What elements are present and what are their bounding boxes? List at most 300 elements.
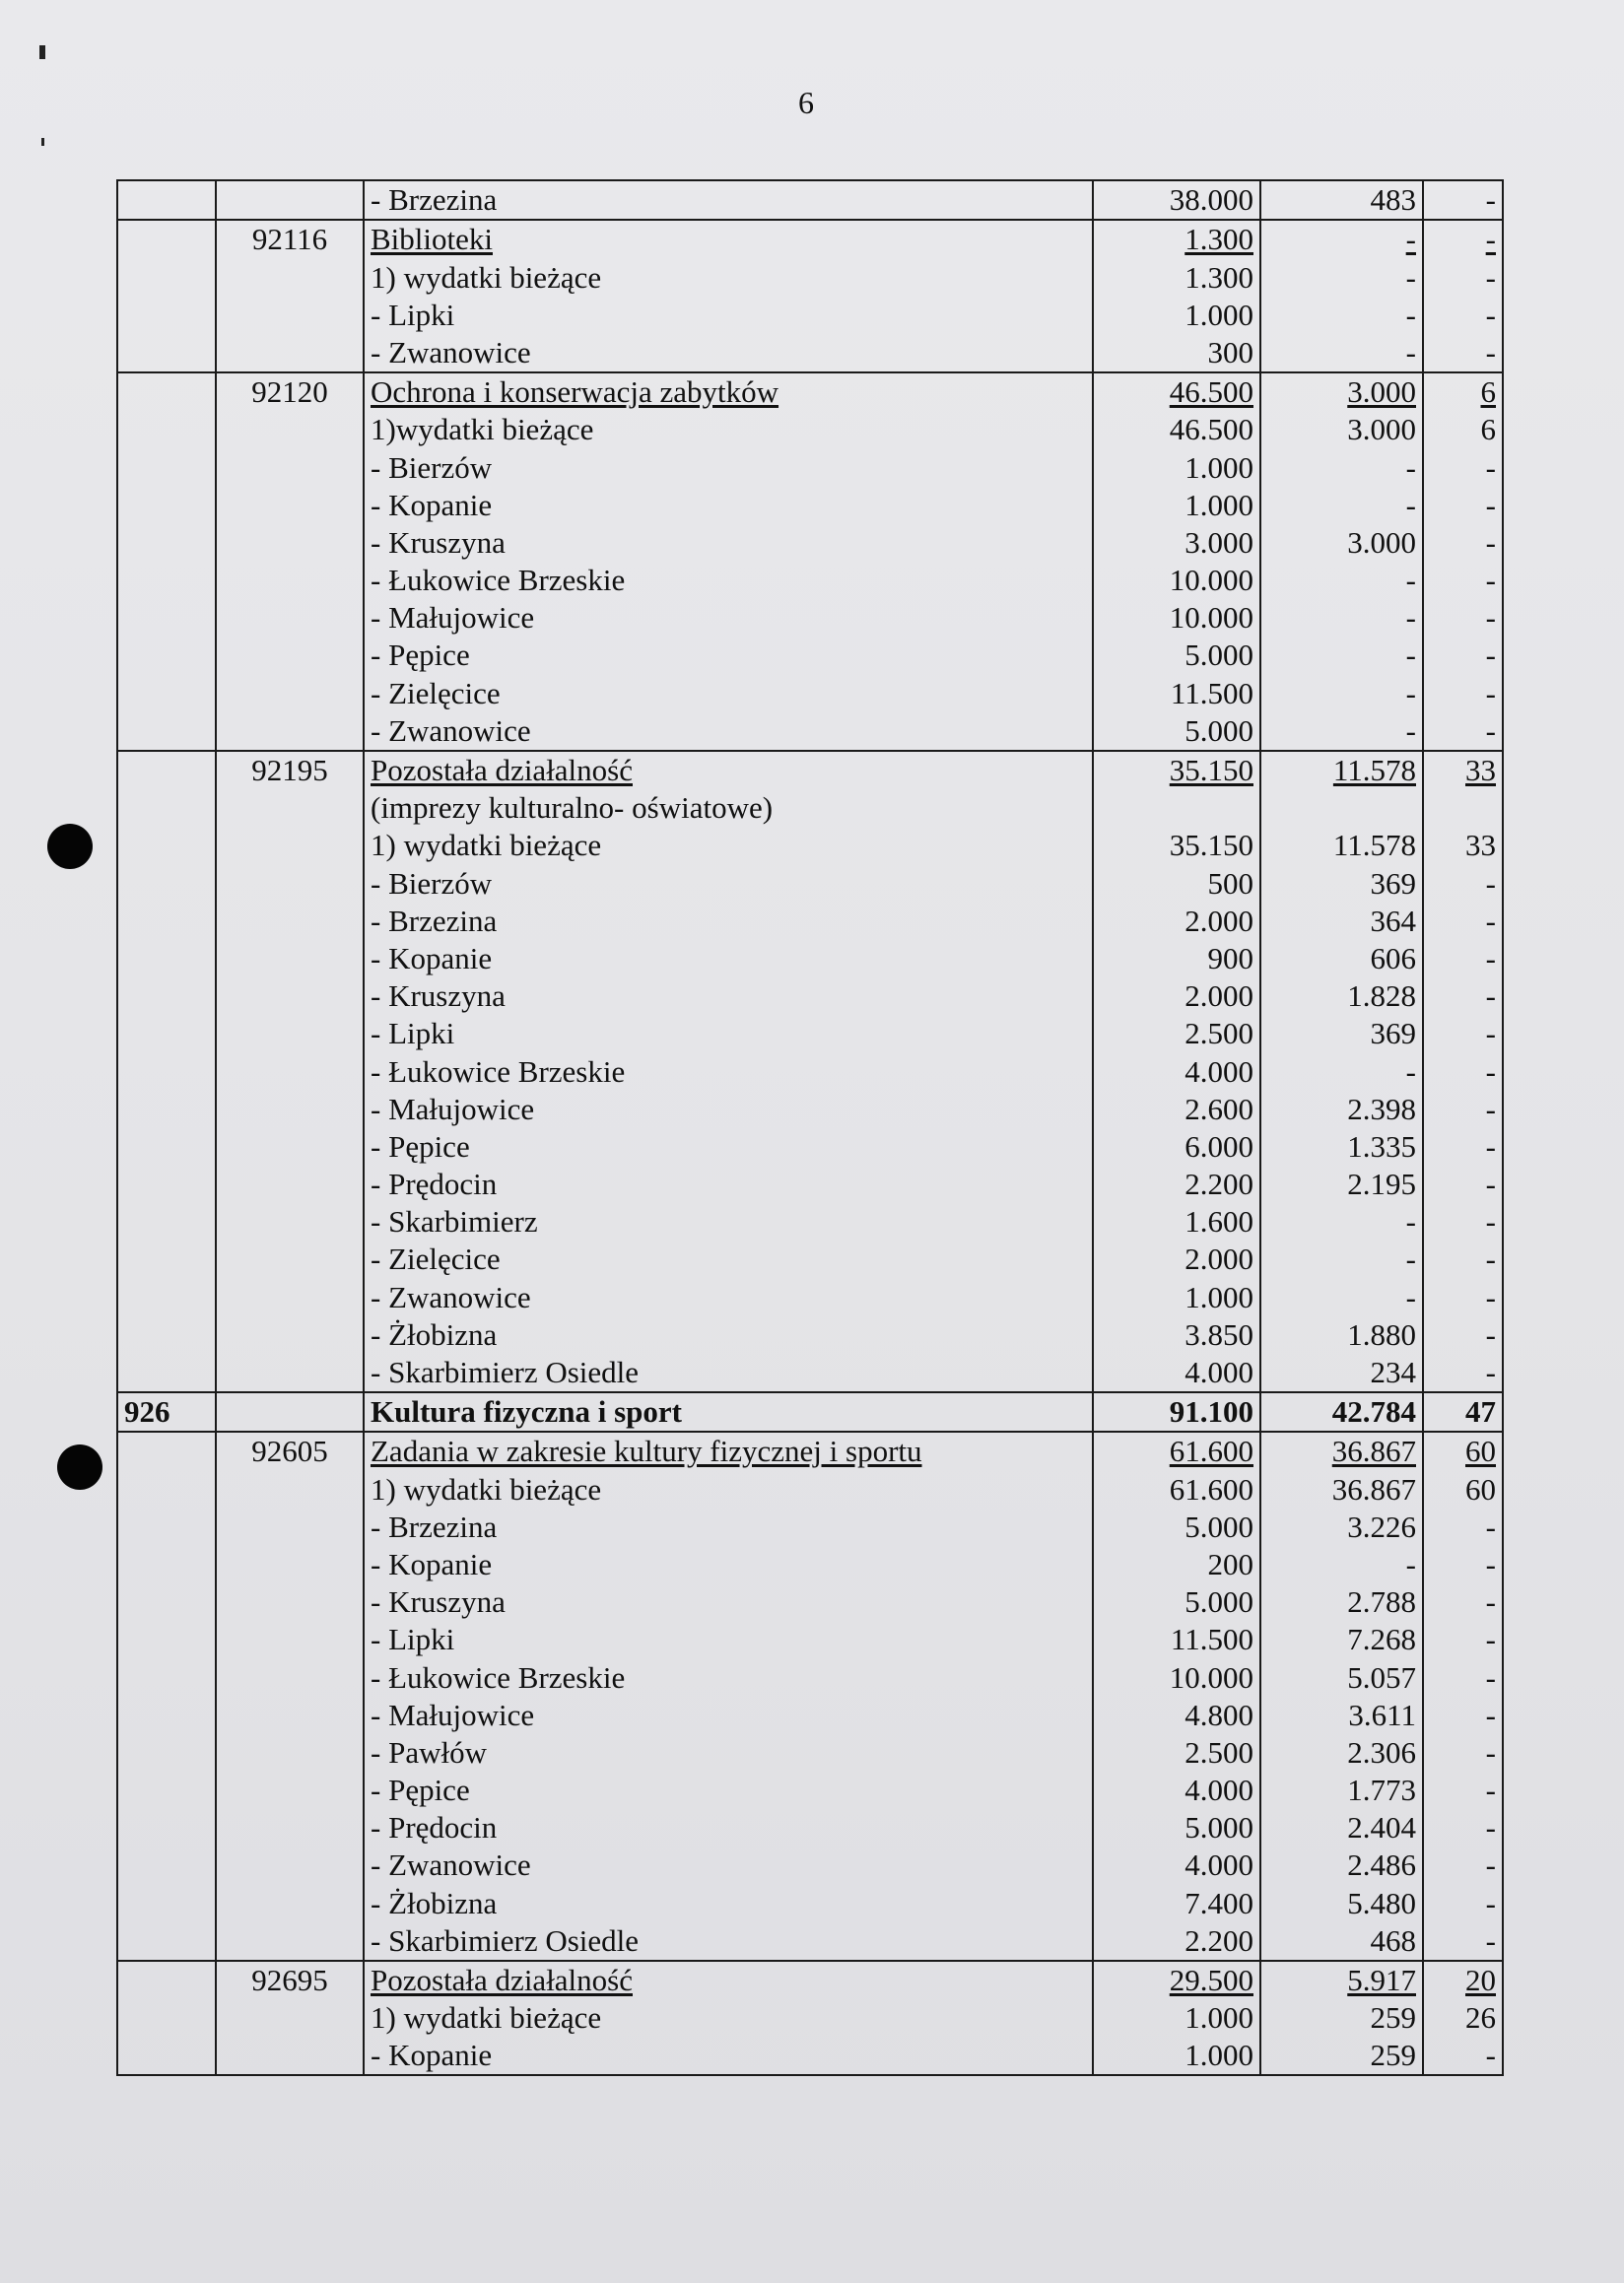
- plan-amount-text: 11.500: [1170, 1622, 1253, 1657]
- item-name-cell: [364, 1128, 1093, 1166]
- executed-amount-cell: [1260, 297, 1423, 334]
- executed-amount-cell: [1260, 1392, 1423, 1432]
- rozdzial-code-cell: [216, 1999, 364, 2037]
- plan-amount-text: 2.200: [1184, 1922, 1253, 1958]
- plan-amount-cell: [1093, 448, 1260, 486]
- percent-cell: [1423, 1809, 1503, 1847]
- executed-amount-text: -: [1405, 600, 1416, 636]
- item-name-text: - Małujowice: [371, 600, 535, 636]
- table-row: [117, 864, 1503, 902]
- percent-cell: [1423, 599, 1503, 637]
- rozdzial-code-cell: [216, 1546, 364, 1583]
- dzial-code-cell: [117, 1091, 216, 1128]
- percent-cell: [1423, 827, 1503, 864]
- table-row: [117, 903, 1503, 940]
- plan-amount-cell: [1093, 1015, 1260, 1052]
- executed-amount-text: 369: [1370, 1016, 1416, 1051]
- executed-amount-text: 606: [1370, 940, 1416, 975]
- item-name-text: - Małujowice: [371, 1091, 535, 1126]
- item-name-cell: [364, 1052, 1093, 1090]
- percent-cell: [1423, 1354, 1503, 1392]
- dzial-code-cell: [117, 599, 216, 637]
- plan-amount-cell: [1093, 1884, 1260, 1921]
- dzial-code-cell: [117, 1658, 216, 1696]
- rozdzial-row: [117, 1432, 1503, 1470]
- rozdzial-code-cell: [216, 1166, 364, 1203]
- plan-amount-text: 5.000: [1184, 1509, 1253, 1544]
- rozdzial-code-cell: [216, 220, 364, 258]
- executed-amount-text: 3.611: [1348, 1697, 1416, 1732]
- dzial-code-cell: [117, 258, 216, 296]
- executed-amount-text: 36.867: [1331, 1471, 1416, 1507]
- plan-amount-cell: [1093, 1922, 1260, 1961]
- percent-text: -: [1485, 865, 1496, 901]
- plan-amount-text: 2.500: [1184, 1734, 1253, 1770]
- item-name-text: - Pępice: [371, 1128, 470, 1164]
- item-name-cell: [364, 1847, 1093, 1884]
- percent-text: -: [1485, 1279, 1496, 1314]
- item-name-cell: [364, 599, 1093, 637]
- dzial-code-cell: [117, 864, 216, 902]
- plan-amount-text: 4.800: [1184, 1697, 1253, 1732]
- item-name-cell: [364, 1999, 1093, 2037]
- executed-amount-cell: [1260, 864, 1423, 902]
- rozdzial-code-cell: [216, 411, 364, 448]
- plan-amount-text: 3.850: [1184, 1316, 1253, 1352]
- item-name-text: - Lipki: [371, 1622, 455, 1657]
- dzial-code-cell: [117, 524, 216, 562]
- executed-amount-text: 1.335: [1347, 1128, 1416, 1164]
- executed-amount-text: 2.788: [1347, 1584, 1416, 1620]
- item-name-text: - Kopanie: [371, 940, 493, 975]
- rozdzial-code-cell: [216, 712, 364, 751]
- executed-amount-text: -: [1405, 1053, 1416, 1089]
- executed-amount-text: 3.000: [1347, 374, 1416, 410]
- plan-amount-cell: [1093, 1658, 1260, 1696]
- plan-amount-cell: [1093, 220, 1260, 258]
- table-row: [117, 977, 1503, 1015]
- item-name-cell: [364, 789, 1093, 827]
- plan-amount-cell: [1093, 637, 1260, 674]
- dzial-row: [117, 1392, 1503, 1432]
- percent-cell: [1423, 1091, 1503, 1128]
- rozdzial-code-cell: [216, 1621, 364, 1658]
- item-name-text: 1) wydatki bieżące: [371, 2000, 602, 2036]
- dzial-code-cell: [117, 372, 216, 411]
- table-row: [117, 1772, 1503, 1809]
- plan-amount-cell: [1093, 1961, 1260, 1999]
- percent-text: -: [1485, 1847, 1496, 1883]
- percent-text: -: [1485, 487, 1496, 522]
- dzial-code-cell: [117, 411, 216, 448]
- rozdzial-code-cell: [216, 1922, 364, 1961]
- plan-amount-cell: [1093, 977, 1260, 1015]
- executed-amount-text: 36.867: [1331, 1434, 1416, 1469]
- rozdzial-code-cell: [216, 1583, 364, 1621]
- percent-text: -: [1485, 563, 1496, 598]
- percent-text: -: [1485, 978, 1496, 1014]
- dzial-code-cell: [117, 751, 216, 789]
- item-name-text: - Kopanie: [371, 2038, 493, 2073]
- percent-text: -: [1485, 1316, 1496, 1352]
- rozdzial-code-cell: [216, 524, 364, 562]
- percent-text: 33: [1465, 753, 1496, 787]
- rozdzial-code-cell: [216, 1961, 364, 1999]
- dzial-code-cell: [117, 674, 216, 711]
- percent-cell: [1423, 487, 1503, 524]
- table-row: [117, 1546, 1503, 1583]
- percent-cell: [1423, 1658, 1503, 1696]
- item-name-cell: [364, 334, 1093, 372]
- item-name-text: Biblioteki: [371, 222, 493, 257]
- item-name-cell: [364, 220, 1093, 258]
- rozdzial-code-cell: [216, 1509, 364, 1546]
- item-name-text: - Pępice: [371, 638, 470, 673]
- executed-amount-cell: [1260, 1128, 1423, 1166]
- plan-amount-cell: [1093, 334, 1260, 372]
- percent-cell: [1423, 1015, 1503, 1052]
- executed-amount-cell: [1260, 1166, 1423, 1203]
- scan-speck: [39, 45, 45, 59]
- dzial-code-cell: [117, 1546, 216, 1583]
- item-name-text: - Zwanowice: [371, 1279, 531, 1314]
- item-name-text: - Bierzów: [371, 865, 493, 901]
- percent-cell: [1423, 1922, 1503, 1961]
- percent-text: -: [1485, 1885, 1496, 1920]
- dzial-code-cell: [117, 789, 216, 827]
- item-name-cell: [364, 1091, 1093, 1128]
- executed-amount-text: 11.578: [1332, 828, 1416, 863]
- item-name-text: - Bierzów: [371, 449, 493, 485]
- plan-amount-text: 500: [1207, 865, 1253, 901]
- executed-amount-cell: [1260, 1015, 1423, 1052]
- executed-amount-cell: [1260, 1961, 1423, 1999]
- rozdzial-code-cell: [216, 789, 364, 827]
- executed-amount-text: -: [1405, 449, 1416, 485]
- item-name-cell: [364, 1316, 1093, 1354]
- plan-amount-cell: [1093, 2037, 1260, 2075]
- executed-amount-cell: [1260, 1999, 1423, 2037]
- punch-hole-icon: [47, 824, 93, 869]
- percent-cell: [1423, 1509, 1503, 1546]
- percent-text: -: [1485, 712, 1496, 748]
- percent-cell: [1423, 1470, 1503, 1508]
- plan-amount-text: 4.000: [1184, 1355, 1253, 1389]
- percent-cell: [1423, 712, 1503, 751]
- plan-amount-text: 35.150: [1169, 828, 1253, 863]
- dzial-code-cell: [117, 1884, 216, 1921]
- plan-amount-text: 1.000: [1184, 2000, 1253, 2036]
- percent-cell: [1423, 1278, 1503, 1315]
- dzial-code-cell: [117, 487, 216, 524]
- executed-amount-cell: [1260, 1278, 1423, 1315]
- plan-amount-cell: [1093, 1583, 1260, 1621]
- plan-amount-text: 3.000: [1184, 524, 1253, 560]
- percent-cell: [1423, 258, 1503, 296]
- executed-amount-text: 42.784: [1331, 1394, 1416, 1430]
- item-name-text: (imprezy kulturalno- oświatowe): [371, 790, 774, 826]
- percent-text: -: [1485, 1659, 1496, 1695]
- rozdzial-row: [117, 1961, 1503, 1999]
- executed-amount-text: 3.000: [1347, 412, 1416, 447]
- dzial-code-cell: [117, 297, 216, 334]
- item-name-cell: [364, 674, 1093, 711]
- executed-amount-text: -: [1405, 259, 1416, 295]
- table-row: [117, 411, 1503, 448]
- dzial-code-cell: [117, 1128, 216, 1166]
- budget-table: [116, 179, 1504, 2076]
- plan-amount-cell: [1093, 372, 1260, 411]
- item-name-text: Ochrona i konserwacja zabytków: [371, 374, 779, 410]
- plan-amount-cell: [1093, 1509, 1260, 1546]
- rozdzial-code-cell: [216, 2037, 364, 2075]
- table-row: [117, 637, 1503, 674]
- plan-amount-text: 61.600: [1169, 1471, 1253, 1507]
- percent-text: 6: [1480, 412, 1496, 447]
- percent-text: -: [1485, 297, 1496, 332]
- table-row: [117, 1583, 1503, 1621]
- percent-text: 47: [1465, 1394, 1496, 1430]
- percent-text: 60: [1465, 1434, 1496, 1469]
- percent-cell: [1423, 1621, 1503, 1658]
- executed-amount-cell: [1260, 1546, 1423, 1583]
- plan-amount-cell: [1093, 1772, 1260, 1809]
- percent-text: -: [1485, 1167, 1496, 1202]
- plan-amount-cell: [1093, 1278, 1260, 1315]
- item-name-cell: [364, 1166, 1093, 1203]
- item-name-text: - Kopanie: [371, 1546, 493, 1581]
- rozdzial-code-cell: [216, 599, 364, 637]
- plan-amount-text: 1.000: [1184, 1279, 1253, 1314]
- plan-amount-cell: [1093, 258, 1260, 296]
- percent-text: -: [1485, 1242, 1496, 1277]
- table-row: [117, 599, 1503, 637]
- percent-cell: [1423, 1961, 1503, 1999]
- percent-text: -: [1485, 1584, 1496, 1620]
- item-name-text: - Kopanie: [371, 487, 493, 522]
- percent-text: -: [1485, 334, 1496, 369]
- percent-cell: [1423, 562, 1503, 599]
- percent-cell: [1423, 1847, 1503, 1884]
- executed-amount-cell: [1260, 1509, 1423, 1546]
- percent-cell: [1423, 1052, 1503, 1090]
- table-row: [117, 1470, 1503, 1508]
- plan-amount-text: 46.500: [1169, 374, 1253, 410]
- rozdzial-code-cell: [216, 1884, 364, 1921]
- plan-amount-cell: [1093, 1621, 1260, 1658]
- item-name-text: - Zwanowice: [371, 334, 531, 369]
- percent-cell: [1423, 1128, 1503, 1166]
- executed-amount-cell: [1260, 334, 1423, 372]
- executed-amount-cell: [1260, 940, 1423, 977]
- item-name-cell: [364, 487, 1093, 524]
- plan-amount-cell: [1093, 1847, 1260, 1884]
- dzial-code-text: 926: [124, 1394, 170, 1430]
- percent-cell: [1423, 1166, 1503, 1203]
- executed-amount-text: -: [1405, 297, 1416, 332]
- executed-amount-text: 483: [1370, 182, 1416, 218]
- item-name-text: - Zwanowice: [371, 712, 531, 748]
- plan-amount-text: 2.000: [1184, 978, 1253, 1014]
- item-name-cell: [364, 637, 1093, 674]
- plan-amount-text: 35.150: [1169, 753, 1253, 787]
- percent-text: -: [1485, 1697, 1496, 1732]
- plan-amount-text: 1.000: [1184, 449, 1253, 485]
- dzial-code-cell: [117, 1509, 216, 1546]
- dzial-code-cell: [117, 1241, 216, 1278]
- percent-text: -: [1485, 600, 1496, 636]
- item-name-text: - Zielęcice: [371, 675, 501, 710]
- item-name-cell: [364, 297, 1093, 334]
- item-name-text: - Kruszyna: [371, 1584, 506, 1620]
- plan-amount-text: 2.500: [1184, 1016, 1253, 1051]
- percent-text: -: [1485, 222, 1496, 257]
- plan-amount-text: 6.000: [1184, 1128, 1253, 1164]
- plan-amount-cell: [1093, 1470, 1260, 1508]
- percent-text: -: [1485, 2038, 1496, 2073]
- rozdzial-code-cell: [216, 1809, 364, 1847]
- percent-text: 20: [1465, 1963, 1496, 1997]
- item-name-text: 1) wydatki bieżące: [371, 259, 602, 295]
- item-name-cell: [364, 864, 1093, 902]
- dzial-code-cell: [117, 637, 216, 674]
- plan-amount-cell: [1093, 674, 1260, 711]
- percent-cell: [1423, 1203, 1503, 1241]
- rozdzial-code-cell: [216, 180, 364, 220]
- plan-amount-text: 900: [1207, 940, 1253, 975]
- dzial-code-cell: [117, 1470, 216, 1508]
- item-name-text: - Pępice: [371, 1773, 470, 1808]
- item-name-text: - Brzezina: [371, 903, 498, 938]
- executed-amount-text: -: [1405, 487, 1416, 522]
- dzial-code-cell: [117, 903, 216, 940]
- table-row: [117, 1734, 1503, 1772]
- plan-amount-cell: [1093, 827, 1260, 864]
- table-row: [117, 1166, 1503, 1203]
- item-name-cell: [364, 524, 1093, 562]
- executed-amount-cell: [1260, 1052, 1423, 1090]
- table-row: [117, 1091, 1503, 1128]
- percent-cell: [1423, 1697, 1503, 1734]
- executed-amount-text: 2.195: [1347, 1167, 1416, 1202]
- plan-amount-cell: [1093, 1354, 1260, 1392]
- rozdzial-code-text: 92695: [251, 1963, 328, 1997]
- item-name-cell: [364, 1203, 1093, 1241]
- item-name-text: - Skarbimierz Osiedle: [371, 1922, 640, 1958]
- dzial-code-cell: [117, 1999, 216, 2037]
- rozdzial-code-cell: [216, 1658, 364, 1696]
- rozdzial-code-cell: [216, 940, 364, 977]
- table-row: [117, 1203, 1503, 1241]
- executed-amount-cell: [1260, 712, 1423, 751]
- executed-amount-cell: [1260, 637, 1423, 674]
- executed-amount-cell: [1260, 411, 1423, 448]
- item-name-cell: [364, 751, 1093, 789]
- rozdzial-code-cell: [216, 1316, 364, 1354]
- executed-amount-cell: [1260, 1203, 1423, 1241]
- item-name-text: 1)wydatki bieżące: [371, 412, 594, 447]
- table-row: [117, 1316, 1503, 1354]
- dzial-code-cell: [117, 1697, 216, 1734]
- rozdzial-row: [117, 751, 1503, 789]
- dzial-code-cell: [117, 1166, 216, 1203]
- plan-amount-text: 11.500: [1170, 675, 1253, 710]
- item-name-cell: [364, 180, 1093, 220]
- executed-amount-cell: [1260, 1847, 1423, 1884]
- dzial-code-cell: [117, 1052, 216, 1090]
- item-name-cell: [364, 2037, 1093, 2075]
- rozdzial-code-cell: [216, 977, 364, 1015]
- item-name-text: - Skarbimierz Osiedle: [371, 1355, 640, 1389]
- rozdzial-code-cell: [216, 258, 364, 296]
- plan-amount-text: 46.500: [1169, 412, 1253, 447]
- plan-amount-text: 1.300: [1184, 222, 1253, 257]
- percent-cell: [1423, 1999, 1503, 2037]
- executed-amount-cell: [1260, 1583, 1423, 1621]
- executed-amount-cell: [1260, 562, 1423, 599]
- dzial-code-cell: [117, 1583, 216, 1621]
- rozdzial-code-text: 92116: [251, 222, 328, 257]
- rozdzial-code-cell: [216, 1432, 364, 1470]
- table-row: [117, 524, 1503, 562]
- executed-amount-text: 7.268: [1347, 1622, 1416, 1657]
- executed-amount-text: -: [1405, 1546, 1416, 1581]
- plan-amount-text: 7.400: [1184, 1885, 1253, 1920]
- percent-text: -: [1485, 1622, 1496, 1657]
- executed-amount-cell: [1260, 1091, 1423, 1128]
- plan-amount-cell: [1093, 903, 1260, 940]
- rozdzial-code-cell: [216, 864, 364, 902]
- executed-amount-cell: [1260, 903, 1423, 940]
- rozdzial-code-cell: [216, 372, 364, 411]
- plan-amount-text: 4.000: [1184, 1053, 1253, 1089]
- executed-amount-text: 1.828: [1347, 978, 1416, 1014]
- dzial-code-cell: [117, 448, 216, 486]
- executed-amount-text: 2.398: [1347, 1091, 1416, 1126]
- plan-amount-cell: [1093, 1392, 1260, 1432]
- percent-cell: [1423, 789, 1503, 827]
- percent-text: 33: [1465, 828, 1496, 863]
- dzial-code-cell: [117, 977, 216, 1015]
- budget-table-body: [117, 180, 1503, 2075]
- table-row: [117, 487, 1503, 524]
- table-row: [117, 1015, 1503, 1052]
- plan-amount-cell: [1093, 712, 1260, 751]
- item-name-cell: [364, 1658, 1093, 1696]
- percent-text: -: [1485, 1204, 1496, 1240]
- item-name-cell: [364, 411, 1093, 448]
- percent-text: -: [1485, 1128, 1496, 1164]
- plan-amount-text: 1.300: [1184, 259, 1253, 295]
- rozdzial-code-cell: [216, 1052, 364, 1090]
- plan-amount-text: 4.000: [1184, 1773, 1253, 1808]
- plan-amount-text: 2.200: [1184, 1167, 1253, 1202]
- item-name-text: - Lipki: [371, 297, 455, 332]
- plan-amount-cell: [1093, 297, 1260, 334]
- percent-cell: [1423, 977, 1503, 1015]
- plan-amount-text: 5.000: [1184, 638, 1253, 673]
- executed-amount-text: 369: [1370, 865, 1416, 901]
- item-name-cell: [364, 1470, 1093, 1508]
- executed-amount-cell: [1260, 1734, 1423, 1772]
- plan-amount-text: 1.000: [1184, 2038, 1253, 2073]
- dzial-code-cell: [117, 1922, 216, 1961]
- plan-amount-cell: [1093, 180, 1260, 220]
- percent-cell: [1423, 372, 1503, 411]
- executed-amount-cell: [1260, 1432, 1423, 1470]
- rozdzial-code-cell: [216, 562, 364, 599]
- percent-cell: [1423, 524, 1503, 562]
